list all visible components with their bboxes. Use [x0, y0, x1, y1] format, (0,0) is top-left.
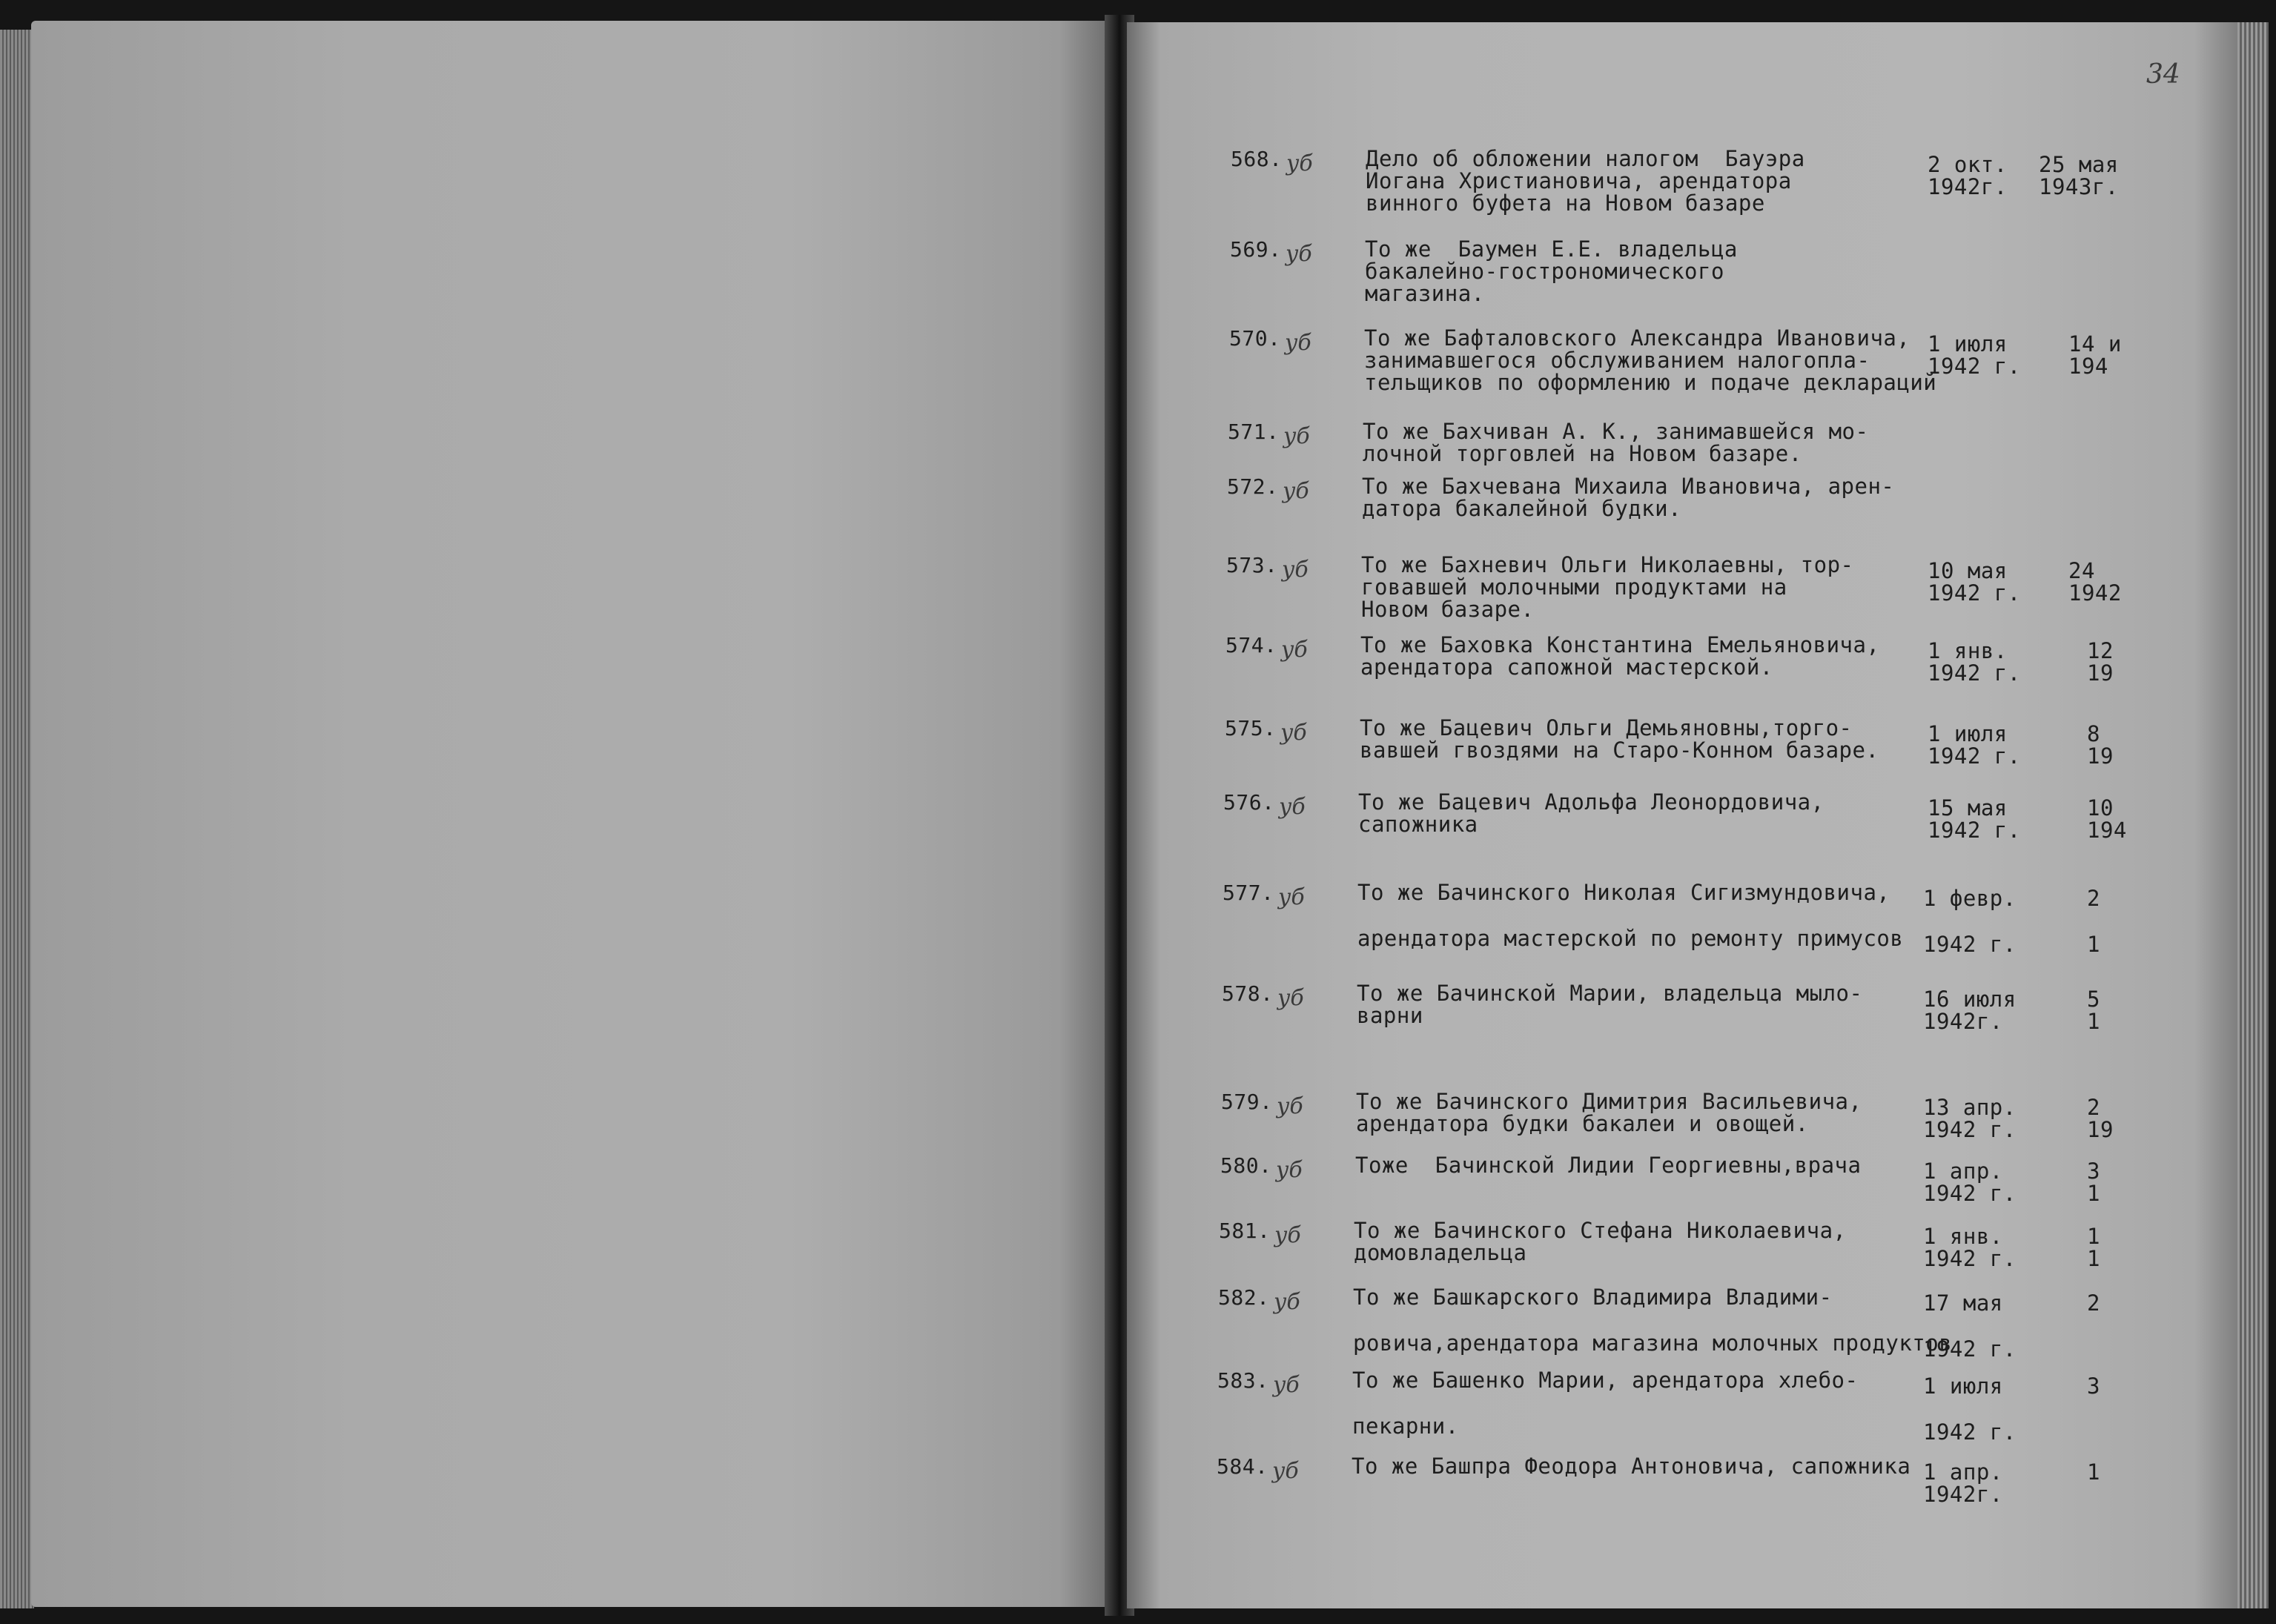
handwritten-mark: уб [1278, 884, 1305, 910]
date-end: 24 [2068, 558, 2095, 583]
date-end: 10 [2087, 795, 2114, 821]
entry-title-line: пекарни. [1352, 1413, 1459, 1439]
entry-title-line: варни [1357, 1003, 1423, 1028]
date-end: 1942 [2068, 580, 2122, 606]
entry-number: 577. [1223, 881, 1274, 905]
handwritten-mark: уб [1273, 1372, 1300, 1398]
date-end: 8 [2087, 721, 2100, 746]
entry-number: 579. [1221, 1090, 1273, 1114]
date-start: 17 мая [1923, 1290, 2003, 1316]
date-start: 1 янв. [1923, 1224, 2003, 1249]
date-end: 5 [2087, 987, 2100, 1012]
entry-title-line: То же Бафталовского Александра Ивановича, [1364, 325, 1911, 351]
entry-title-line: говавшей молочными продуктами на [1361, 574, 1787, 600]
entry-number: 572. [1227, 474, 1279, 499]
entry-number: 582. [1218, 1285, 1270, 1310]
date-end: 14 и [2068, 331, 2122, 357]
entry-number: 574. [1225, 633, 1277, 657]
entry-title-line: То же Бахневич Ольги Николаевны, тор- [1361, 552, 1854, 577]
right-page-edges [2237, 22, 2269, 1608]
date-start: 1942г. [1923, 1482, 2003, 1507]
date-start: 13 апр. [1923, 1095, 2017, 1120]
handwritten-mark: уб [1283, 423, 1310, 449]
entry-number: 569. [1230, 237, 1282, 262]
entry-number: 568. [1231, 147, 1283, 171]
handwritten-mark: уб [1274, 1289, 1300, 1315]
entry-title-line: То же Башкарского Владимира Владими- [1353, 1285, 1833, 1310]
handwritten-mark: уб [1281, 637, 1308, 663]
inventory-page [1127, 22, 2239, 1608]
date-end: 194 [2068, 354, 2108, 379]
page-number: 34 [2146, 59, 2180, 90]
entry-title-line: тельщиков по оформлению и подаче деклараций [1364, 370, 1937, 395]
date-end: 1 [2087, 1181, 2100, 1206]
date-start: 16 июля [1923, 987, 2017, 1012]
entry-title-line: То же Бацевич Адольфа Леонордовича, [1358, 789, 1825, 815]
entry-number: 575. [1225, 716, 1277, 740]
entry-title-line: Дело об обложении налогом Бауэра [1366, 146, 1805, 171]
left-page-edges [0, 30, 34, 1608]
date-end: 1 [2087, 932, 2100, 957]
date-end: 19 [2087, 660, 2114, 686]
entry-title-line: То же Бачинской Марии, владельца мыло- [1357, 981, 1863, 1006]
handwritten-mark: уб [1272, 1458, 1299, 1484]
date-end: 3 [2087, 1373, 2100, 1399]
date-start: 1942 г. [1923, 1117, 2017, 1142]
entry-number: 571. [1228, 420, 1280, 444]
entry-title-line: датора бакалейной будки. [1362, 496, 1682, 521]
handwritten-mark: уб [1285, 330, 1311, 356]
date-end: 19 [2087, 743, 2114, 769]
entry-title-line: То же Башенко Марии, арендатора хлебо- [1352, 1368, 1859, 1393]
date-start: 1942 г. [1923, 1336, 2017, 1362]
entry-number: 578. [1222, 981, 1274, 1006]
handwritten-mark: уб [1282, 557, 1309, 583]
date-end: 12 [2087, 638, 2114, 663]
entry-title-line: винного буфета на Новом базаре [1366, 190, 1765, 216]
entry-title-line: То же Баховка Константина Емельяновича, [1360, 632, 1880, 657]
date-end: 1943г. [2039, 174, 2119, 199]
date-start: 1 янв. [1928, 638, 2008, 663]
entry-title-line: арендатора будки бакалеи и овощей. [1356, 1111, 1809, 1136]
date-start: 1942 г. [1928, 354, 2021, 379]
entry-title-line: магазина. [1365, 281, 1485, 306]
date-start: 1 июля [1923, 1373, 2003, 1399]
date-start: 1942 г. [1928, 660, 2021, 686]
date-start: 1942г. [1928, 174, 2008, 199]
date-end: 1 [2087, 1246, 2100, 1271]
handwritten-mark: уб [1277, 985, 1304, 1011]
date-start: 1942г. [1923, 1009, 2003, 1034]
date-end: 2 [2087, 1290, 2100, 1316]
entry-title-line: арендатора мастерской по ремонту примусов [1357, 926, 1904, 951]
date-end: 2 [2087, 886, 2100, 911]
date-start: 1942 г. [1923, 1246, 2017, 1271]
date-end: 3 [2087, 1159, 2100, 1184]
entry-title-line: Новом базаре. [1361, 597, 1535, 622]
date-start: 1 февр. [1923, 886, 2017, 911]
entry-title-line: То же Башпра Феодора Антоновича, сапожника [1352, 1454, 1911, 1479]
entry-title-line: лочной торговлей на Новом базаре. [1363, 441, 1802, 466]
date-start: 1942 г. [1923, 1181, 2017, 1206]
entry-title-line: занимавшегося обслуживанием налогопла- [1364, 348, 1870, 373]
date-end: 1 [2087, 1009, 2100, 1034]
entry-title-line: То же Бачинского Николая Сигизмундовича, [1357, 880, 1890, 905]
handwritten-mark: уб [1280, 720, 1307, 746]
date-start: 1942 г. [1923, 932, 2017, 957]
date-end: 1 [2087, 1224, 2100, 1249]
handwritten-mark: уб [1276, 1157, 1303, 1183]
date-start: 1942 г. [1928, 743, 2021, 769]
entry-number: 580. [1220, 1153, 1272, 1178]
entry-title-line: Иогана Христиановича, арендатора [1366, 168, 1792, 193]
date-start: 15 мая [1928, 795, 2008, 821]
handwritten-mark: уб [1286, 150, 1313, 176]
entry-number: 573. [1226, 553, 1278, 577]
entry-number: 581. [1219, 1219, 1271, 1243]
date-end: 25 мая [2039, 152, 2119, 177]
entry-title-line: домовладельца [1354, 1240, 1527, 1265]
entry-title-line: бакалейно-гострономического [1365, 259, 1724, 284]
date-start: 1942 г. [1923, 1419, 2017, 1445]
date-start: 1942 г. [1928, 818, 2021, 843]
date-end: 194 [2087, 818, 2127, 843]
handwritten-mark: уб [1279, 794, 1306, 820]
date-end: 19 [2087, 1117, 2114, 1142]
date-start: 1 июля [1928, 331, 2008, 357]
entry-title-line: То же Баумен Е.Е. владельца [1365, 236, 1738, 262]
handwritten-mark: уб [1274, 1222, 1301, 1248]
handwritten-mark: уб [1286, 241, 1312, 267]
entry-title-line: сапожника [1358, 812, 1478, 837]
entry-title-line: То же Бацевич Ольги Демьяновны,торго- [1360, 715, 1853, 740]
handwritten-mark: уб [1283, 478, 1309, 504]
entry-number: 583. [1217, 1368, 1269, 1393]
entry-title-line: вавшей гвоздями на Старо-Конном базаре. [1360, 738, 1879, 763]
entry-number: 584. [1217, 1454, 1268, 1479]
entry-number: 576. [1223, 790, 1275, 815]
entry-title-line: То же Бачинского Стефана Николаевича, [1354, 1218, 1847, 1243]
entry-title-line: То же Бахчиван А. К., занимавшейся мо- [1363, 419, 1869, 444]
date-start: 1 июля [1928, 721, 2008, 746]
date-start: 2 окт. [1928, 152, 2008, 177]
entry-number: 570. [1229, 326, 1281, 351]
date-start: 1 апр. [1923, 1459, 2003, 1485]
date-start: 10 мая [1928, 558, 2008, 583]
entry-title-line: арендатора сапожной мастерской. [1360, 654, 1773, 680]
date-end: 2 [2087, 1095, 2100, 1120]
entry-title-line: То же Бачинского Димитрия Васильевича, [1356, 1089, 1862, 1114]
date-start: 1 апр. [1923, 1159, 2003, 1184]
entry-title-line: Тоже Бачинской Лидии Георгиевны,врача [1355, 1153, 1862, 1178]
date-end: 1 [2087, 1459, 2100, 1485]
date-start: 1942 г. [1928, 580, 2021, 606]
entry-title-line: ровича,арендатора магазина молочных продуктов [1353, 1330, 1953, 1356]
blank-left-page [31, 21, 1114, 1607]
handwritten-mark: уб [1277, 1093, 1303, 1119]
entry-title-line: То же Бахчевана Михаила Ивановича, арен- [1362, 474, 1895, 499]
